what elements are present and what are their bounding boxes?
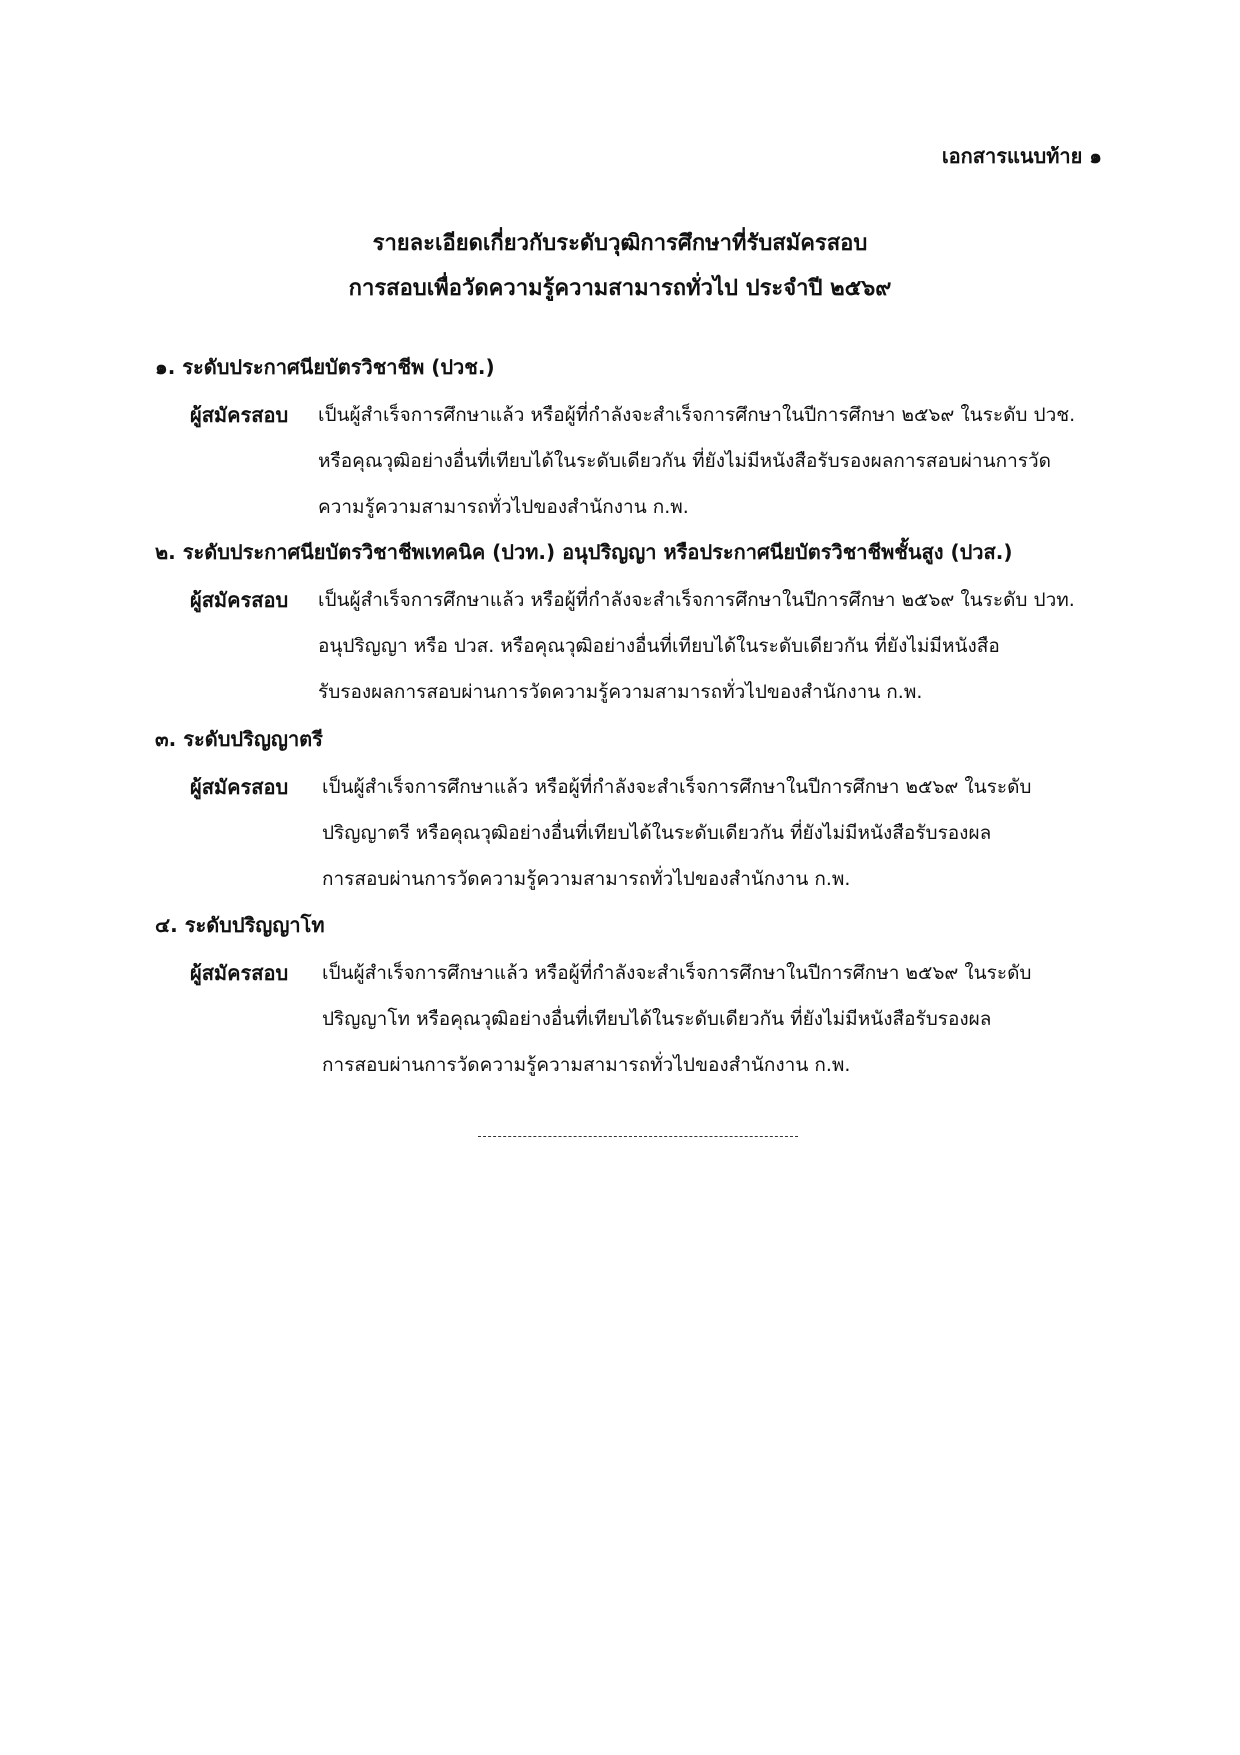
- description-line: ความรู้ความสามารถทั่วไปของสำนักงาน ก.พ.: [318, 496, 689, 518]
- description-line: ปริญญาโท หรือคุณวุฒิอย่างอื่นที่เทียบได้ในระดับเดียวกัน ที่ยังไม่มีหนังสือรับรองผล: [322, 1008, 992, 1030]
- section-heading: [155, 535, 1115, 569]
- section-heading: [155, 908, 1115, 942]
- section-title: ระดับปริญญาโท: [184, 913, 325, 937]
- description-line: รับรองผลการสอบผ่านการวัดความรู้ความสามารถทั่วไปของสำนักงาน ก.พ.: [318, 681, 923, 703]
- applicant-description: [318, 392, 1133, 530]
- applicant-label: ผู้สมัครสอบ: [190, 403, 289, 427]
- section-number: ๓.: [155, 727, 177, 751]
- section-title: ระดับประกาศนียบัตรวิชาชีพ (ปวช.): [182, 355, 495, 379]
- section-1: [155, 350, 1115, 542]
- applicant-label: ผู้สมัครสอบ: [190, 588, 289, 612]
- section-4: [155, 908, 1115, 1100]
- description-line: ปริญญาตรี หรือคุณวุฒิอย่างอื่นที่เทียบได้ในระดับเดียวกัน ที่ยังไม่มีหนังสือรับรองผล: [322, 822, 992, 844]
- document-title-line-1: รายละเอียดเกี่ยวกับระดับวุฒิการศึกษาที่รับสมัครสอบ: [372, 231, 868, 256]
- description-line: เป็นผู้สำเร็จการศึกษาแล้ว หรือผู้ที่กำลังจะสำเร็จการศึกษาในปีการศึกษา ๒๕๖๙ ในระดับ ปวช.: [318, 404, 1076, 426]
- description-line: เป็นผู้สำเร็จการศึกษาแล้ว หรือผู้ที่กำลังจะสำเร็จการศึกษาในปีการศึกษา ๒๕๖๙ ในระดับ: [322, 776, 1032, 798]
- section-2: [155, 535, 1115, 727]
- applicant-description: [322, 764, 1137, 902]
- document-title-line-2: การสอบเพื่อวัดความรู้ความสามารถทั่วไป ประจำปี ๒๕๖๙: [348, 276, 892, 301]
- section-number: ๑.: [155, 355, 176, 379]
- section-number: ๒.: [155, 540, 176, 564]
- applicant-label: ผู้สมัครสอบ: [190, 961, 289, 985]
- section-title: ระดับประกาศนียบัตรวิชาชีพเทคนิค (ปวท.) อนุปริญญา หรือประกาศนียบัตรวิชาชีพชั้นสูง (ปวส.): [182, 540, 1013, 564]
- description-line: หรือคุณวุฒิอย่างอื่นที่เทียบได้ในระดับเดียวกัน ที่ยังไม่มีหนังสือรับรองผลการสอบผ่านการวัด: [318, 450, 1051, 472]
- end-divider: [478, 1136, 798, 1137]
- applicant-label: ผู้สมัครสอบ: [190, 775, 289, 799]
- applicant-block: [155, 392, 1115, 542]
- section-3: [155, 722, 1115, 914]
- description-line: เป็นผู้สำเร็จการศึกษาแล้ว หรือผู้ที่กำลังจะสำเร็จการศึกษาในปีการศึกษา ๒๕๖๙ ในระดับ: [322, 962, 1032, 984]
- description-line: การสอบผ่านการวัดความรู้ความสามารถทั่วไปของสำนักงาน ก.พ.: [322, 868, 851, 890]
- applicant-block: [155, 764, 1115, 914]
- description-line: การสอบผ่านการวัดความรู้ความสามารถทั่วไปของสำนักงาน ก.พ.: [322, 1054, 851, 1076]
- applicant-block: [155, 577, 1115, 727]
- section-title: ระดับปริญญาตรี: [183, 727, 323, 751]
- applicant-description: [318, 577, 1133, 715]
- applicant-block: [155, 950, 1115, 1100]
- section-heading: [155, 350, 1115, 384]
- applicant-description: [322, 950, 1137, 1088]
- description-line: เป็นผู้สำเร็จการศึกษาแล้ว หรือผู้ที่กำลังจะสำเร็จการศึกษาในปีการศึกษา ๒๕๖๙ ในระดับ ปวท.: [318, 589, 1075, 611]
- section-number: ๔.: [155, 913, 178, 937]
- annex-label: เอกสารแนบท้าย ๑: [941, 144, 1102, 168]
- section-heading: [155, 722, 1115, 756]
- description-line: อนุปริญญา หรือ ปวส. หรือคุณวุฒิอย่างอื่นที่เทียบได้ในระดับเดียวกัน ที่ยังไม่มีหนังสือ: [318, 635, 1000, 657]
